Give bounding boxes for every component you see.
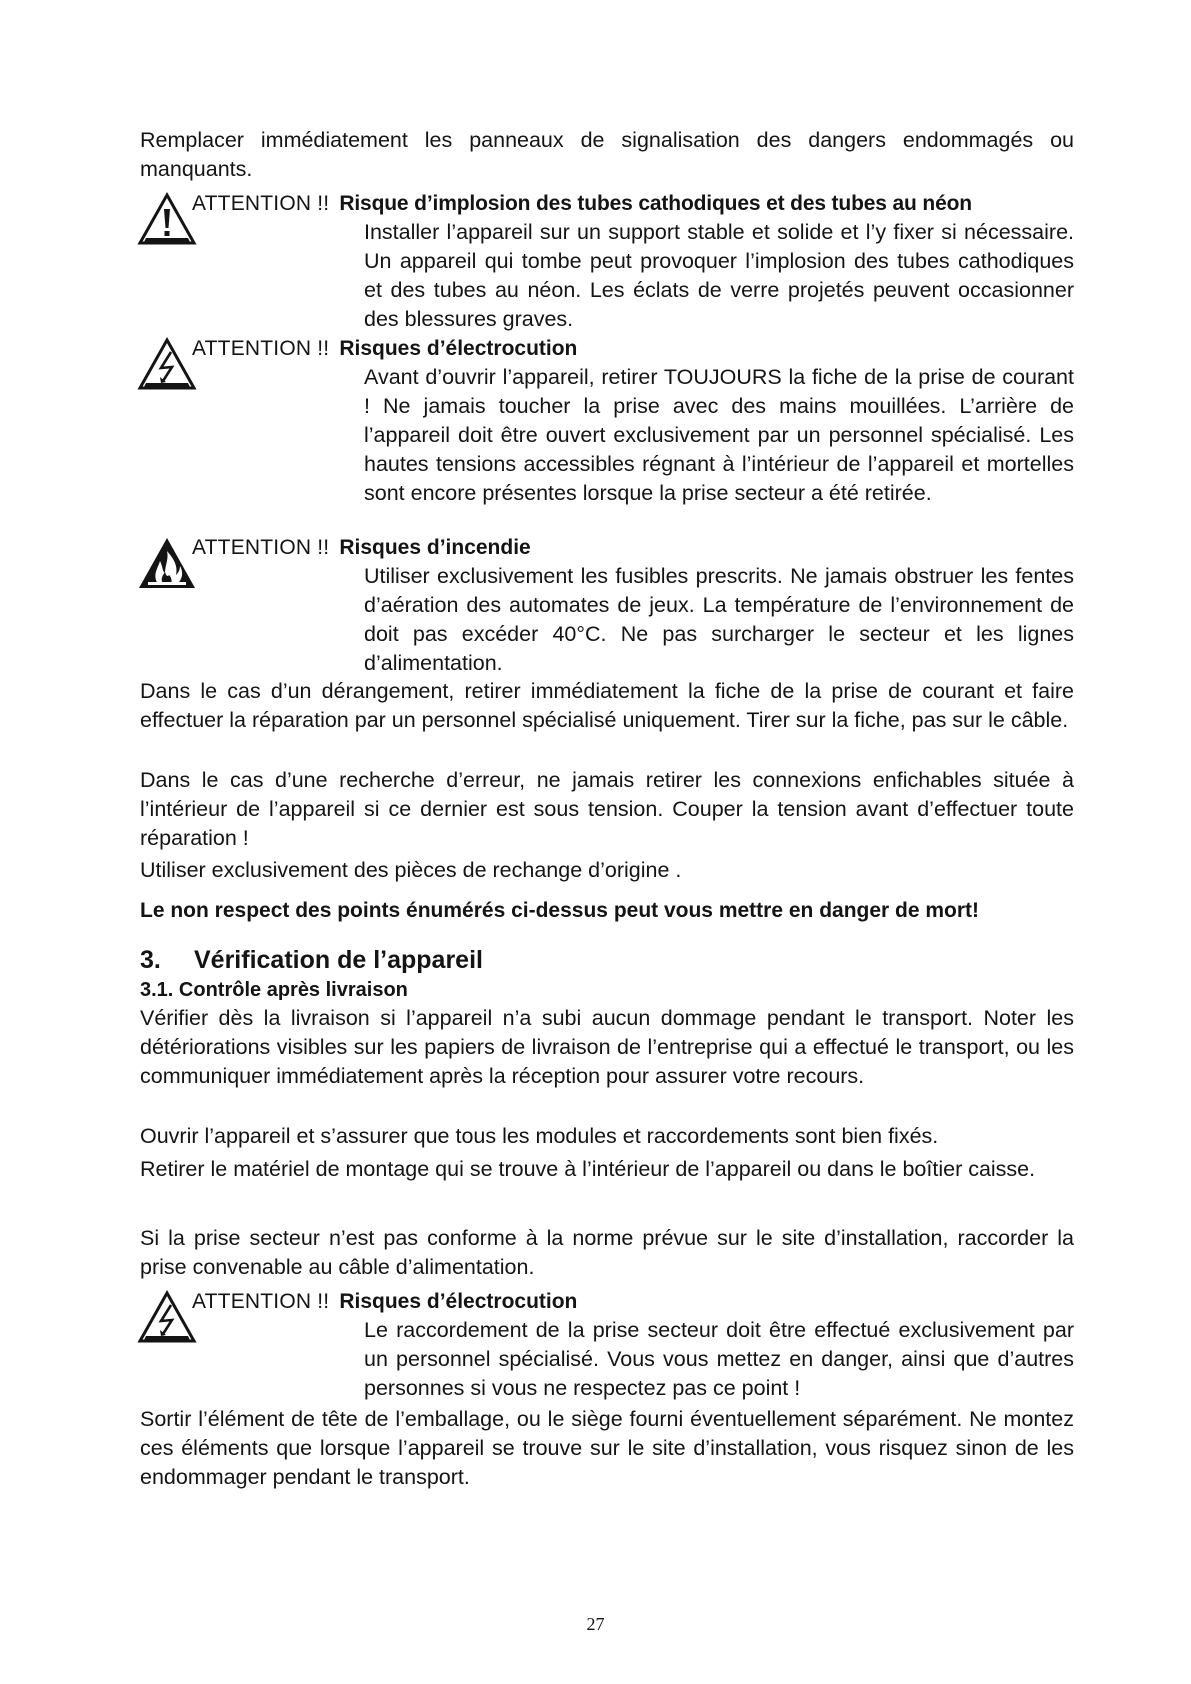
- page-number: 27: [586, 1614, 605, 1634]
- electric-shock-warning-icon: [136, 336, 198, 392]
- paragraph-recherche-erreur: Dans le cas d’une recherche d’erreur, ne jamais retirer les connexions enfichables située à l’intérieur de l’appareil si ce dernier est sous tension. Couper la tension avant d’effectuer toute réparation !: [140, 768, 1074, 850]
- warning-heading: [192, 189, 972, 218]
- warning-label: ATTENTION !!: [192, 192, 330, 215]
- paragraph-prise-secteur: Si la prise secteur n’est pas conforme à la norme prévue sur le site d’installation, raccorder la prise convenable au câble d’alimentation.: [140, 1226, 1074, 1279]
- warning-body: Utiliser exclusivement les fusibles prescrits. Ne jamais obstruer les fentes d’aération des automates de jeux. La température de l’environnement de doit pas excéder 40°C. Ne pas surcharger le secteur et les lignes d’alimentation.: [364, 564, 1074, 675]
- subsection-heading: 3.1. Contrôle après livraison: [140, 979, 408, 1001]
- section-title: Vérification de l’appareil: [194, 946, 483, 974]
- warning-heading: [192, 334, 577, 363]
- warning-label: ATTENTION !!: [192, 1290, 330, 1313]
- warning-body: Avant d’ouvrir l’appareil, retirer TOUJOURS la fiche de la prise de courant ! Ne jamais toucher la prise avec des mains mouillées. L’arrière de l’appareil doit être ouvert exclusivement par un personnel spécialisé. Les hautes tensions accessibles régnant à l’intérieur de l’appareil et mortelles sont encore présentes lorsque la prise secteur a été retirée.: [364, 365, 1074, 505]
- danger-note: Le non respect des points énumérés ci-dessus peut vous mettre en danger de mort!: [140, 899, 980, 922]
- warning-title: Risque d’implosion des tubes cathodiques et des tubes au néon: [339, 192, 972, 215]
- warning-heading: [192, 533, 531, 562]
- warning-body: Installer l’appareil sur un support stable et solide et l’y fixer si nécessaire. Un appareil qui tombe peut provoquer l’implosion des tubes cathodiques et des tubes au néon. Les éclats de verre projetés peuvent occasionner des blessures graves.: [364, 220, 1074, 331]
- paragraph-pieces-rechange: Utiliser exclusivement des pièces de rechange d’origine .: [140, 858, 682, 882]
- warning-title: Risques d’électrocution: [339, 1290, 578, 1313]
- paragraph-sortir: Sortir l’élément de tête de l’emballage, ou le siège fourni éventuellement séparément. Ne montez ces éléments que lorsque l’appareil se trouve sur le site d’installation, vous risquez sinon de les endommager pendant le transport.: [140, 1407, 1074, 1489]
- electric-shock-warning-icon: [136, 1289, 198, 1345]
- paragraph-derangement: Dans le cas d’un dérangement, retirer immédiatement la fiche de la prise de courant et faire effectuer la réparation par un personnel spécialisé uniquement. Tirer sur la fiche, pas sur le câble.: [140, 679, 1074, 732]
- section-number: 3.: [140, 946, 161, 974]
- warning-heading: [192, 1287, 577, 1316]
- warning-title: Risques d’électrocution: [339, 337, 578, 360]
- paragraph-retirer: Retirer le matériel de montage qui se trouve à l’intérieur de l’appareil ou dans le boîtier caisse.: [140, 1157, 1036, 1181]
- section-heading: [140, 944, 1074, 976]
- paragraph-verification: Vérifier dès la livraison si l’appareil n’a subi aucun dommage pendant le transport. Noter les détériorations visibles sur les papiers de livraison de l’entreprise qui a effectué le transport, ou les communiquer immédiatement après la réception pour assurer votre recours.: [140, 1006, 1074, 1088]
- paragraph-ouvrir: Ouvrir l’appareil et s’assurer que tous les modules et raccordements sont bien fixés.: [140, 1124, 939, 1148]
- fire-warning-icon: [136, 535, 198, 591]
- intro-paragraph: Remplacer immédiatement les panneaux de signalisation des dangers endommagés ou manquants.: [140, 128, 1074, 181]
- warning-title: Risques d’incendie: [339, 536, 531, 559]
- warning-label: ATTENTION !!: [192, 536, 330, 559]
- warning-label: ATTENTION !!: [192, 337, 330, 360]
- warning-body: Le raccordement de la prise secteur doit être effectué exclusivement par un personnel spécialisé. Vous vous mettez en danger, ainsi que d’autres personnes si vous ne respectez pas ce point !: [364, 1318, 1074, 1400]
- exclamation-warning-icon: [136, 191, 198, 247]
